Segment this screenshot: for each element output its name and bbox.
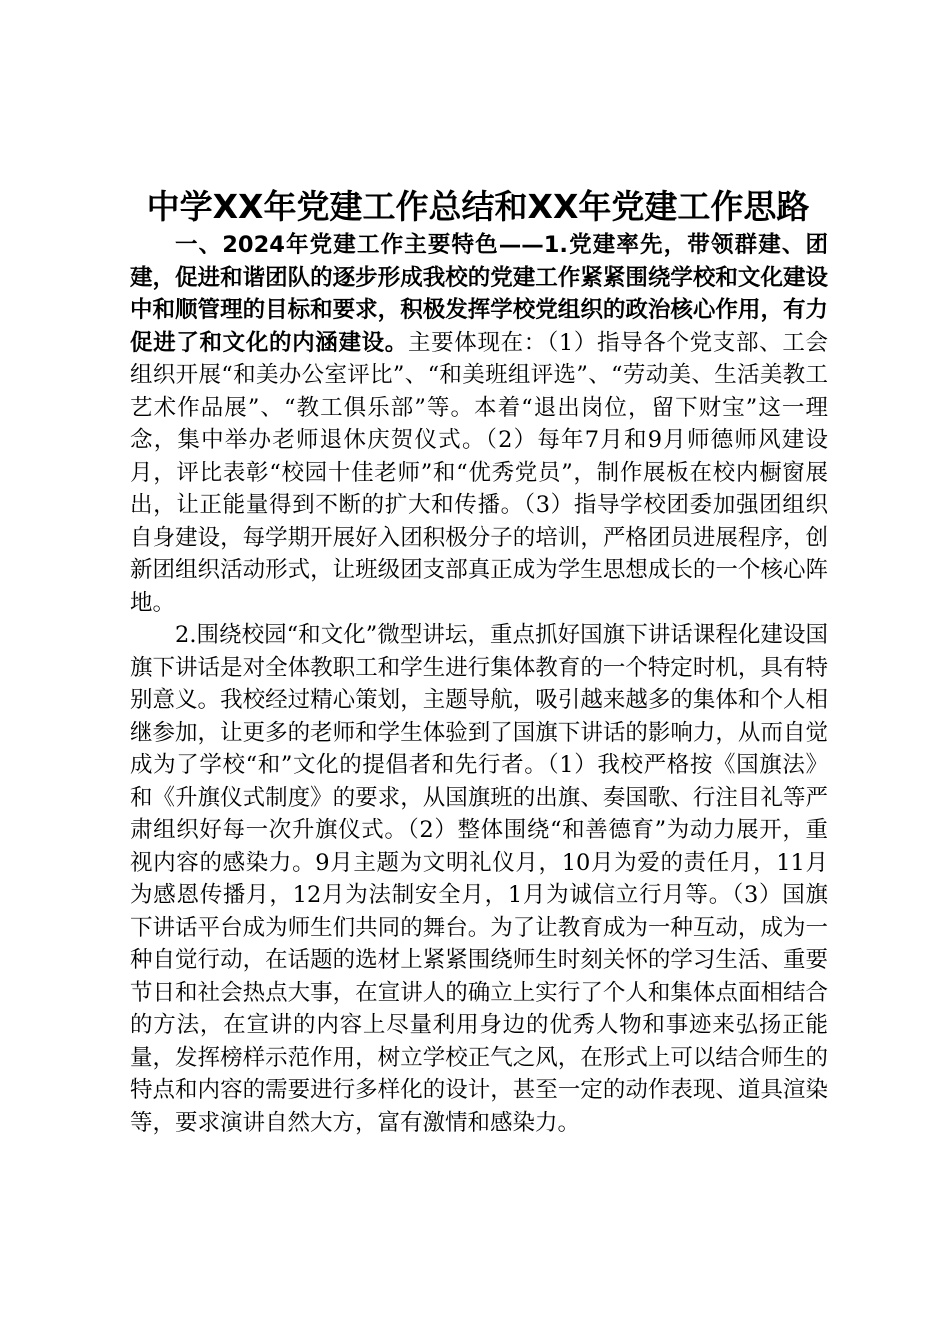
document-title: 中学XX年党建工作总结和XX年党建工作思路: [146, 187, 810, 226]
paragraph-1-body: 主要体现在：（1）指导各个党支部、工会组织开展“和美办公室评比”、“和美班组评选”、“劳动美、生活美教工艺术作品展”、“教工俱乐部”等。本着“退出岗位，留下财宝”这一理念，集中举办老师退休庆贺仪式。（2）每年7月和9月师德师风建设月，评比表彰“校园十佳老师”和“优秀党员”，制作展板在校内橱窗展出，让正能量得到不断的扩大和传播。（3）指导学校团委加强团组织自身建设，每学期开展好入团积极分子的培训，严格团员进展程序，创新团组织活动形式，让班级团支部真正成为学生思想成长的一个核心阵地。: [130, 329, 828, 616]
paragraph-1-lead: 一、2024年党建工作主要特色——1.党建率先，带领群建、团建，促进和谐团队的逐步形成我校的党建工作紧紧围绕学校和文化建设中和顺管理的目标和要求，积极发挥学校党组织的政治核心作用，有力促进了和文化的内涵建设。: [130, 232, 828, 356]
document-body: [130, 229, 828, 1139]
paragraph-2: 2.围绕校园“和文化”微型讲坛，重点抓好国旗下讲话课程化建设国旗下讲话是对全体教职工和学生进行集体教育的一个特定时机，具有特别意义。我校经过精心策划，主题导航，吸引越来越多的集体和个人相继参加，让更多的老师和学生体验到了国旗下讲话的影响力，从而自觉成为了学校“和”文化的提倡者和先行者。（1）我校严格按《国旗法》和《升旗仪式制度》的要求，从国旗班的出旗、奏国歌、行注目礼等严肃组织好每一次升旗仪式。（2）整体围绕“和善德育”为动力展开，重视内容的感染力。9月主题为文明礼仪月，10月为爱的责任月，11月为感恩传播月，12月为法制安全月，1月为诚信立行月等。（3）国旗下讲话平台成为师生们共同的舞台。为了让教育成为一种互动，成为一种自觉行动，在话题的选材上紧紧围绕师生时刻关怀的学习生活、重要节日和社会热点大事，在宣讲人的确立上实行了个人和集体点面相结合的方法，在宣讲的内容上尽量利用身边的优秀人物和事迹来弘扬正能量，发挥榜样示范作用，树立学校正气之风，在形式上可以结合师生的特点和内容的需要进行多样化的设计，甚至一定的动作表现、道具渲染等，要求演讲自然大方，富有激情和感染力。: [130, 622, 828, 1136]
paragraph-1: [130, 229, 828, 619]
